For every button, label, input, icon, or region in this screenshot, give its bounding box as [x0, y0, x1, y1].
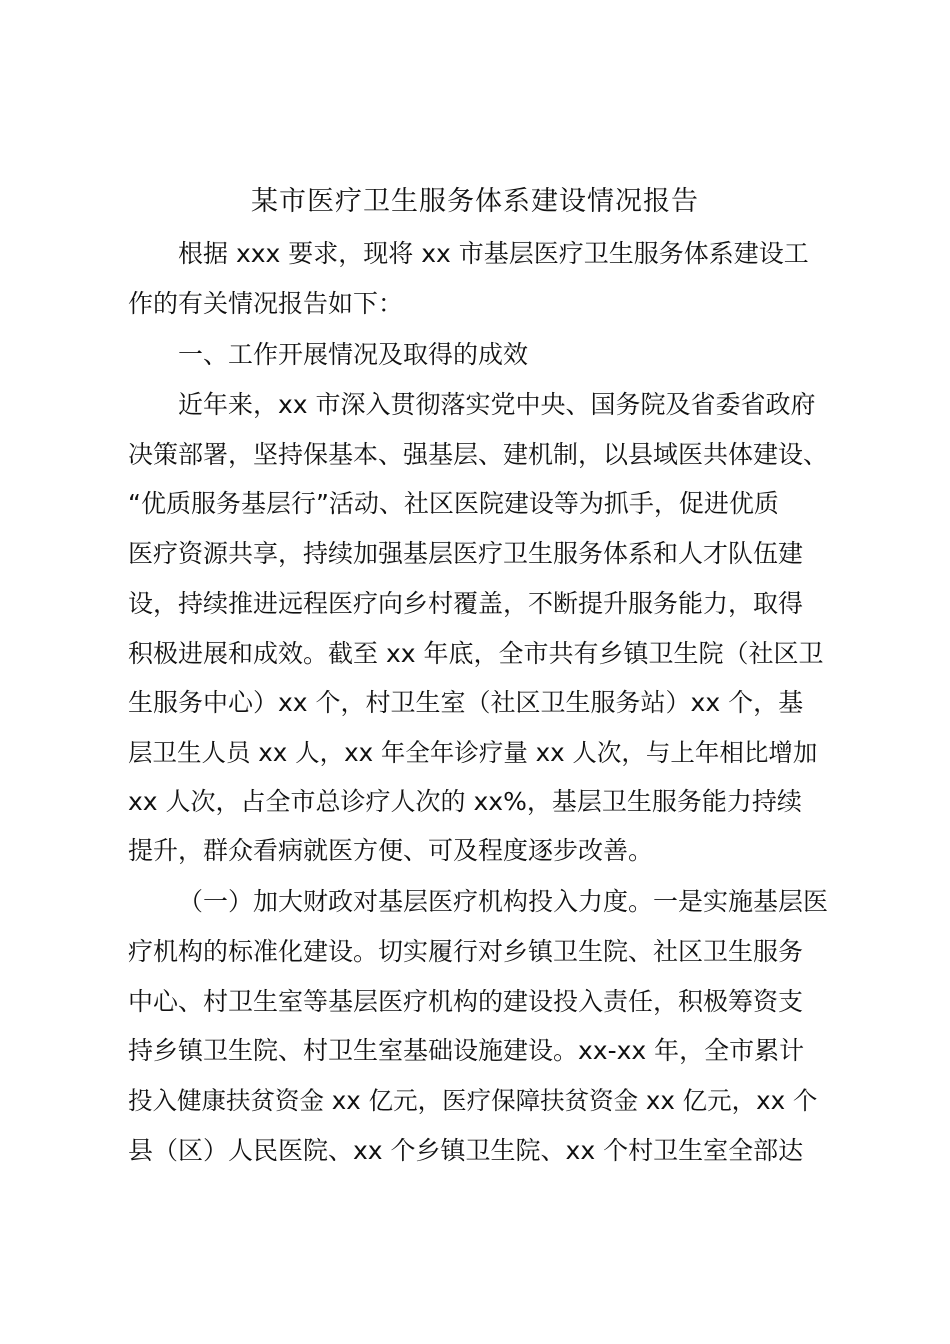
paragraph-line: 持乡镇卫生院、村卫生室基础设施建设。xx-xx 年，全市累计 [128, 1036, 805, 1065]
paragraph-line: 作的有关情况报告如下： [128, 289, 404, 318]
paragraph-line: 投入健康扶贫资金 xx 亿元，医疗保障扶贫资金 xx 亿元，xx 个 [128, 1086, 818, 1115]
paragraph-line: 提升，群众看病就医方便、可及程度逐步改善。 [128, 836, 654, 865]
document-title: 某市医疗卫生服务体系建设情况报告 [251, 186, 699, 217]
paragraph-line: 设，持续推进远程医疗向乡村覆盖，不断提升服务能力，取得 [128, 589, 804, 618]
paragraph-line: 中心、村卫生室等基层医疗机构的建设投入责任，积极筹资支 [128, 987, 804, 1016]
section-heading: 一、工作开展情况及取得的成效 [178, 340, 529, 369]
paragraph-line: 生服务中心）xx 个，村卫生室（社区卫生服务站）xx 个，基 [128, 688, 804, 717]
paragraph-line: 县（区）人民医院、xx 个乡镇卫生院、xx 个村卫生室全部达 [128, 1136, 804, 1165]
paragraph-line: 医疗资源共享，持续加强基层医疗卫生服务体系和人才队伍建 [128, 539, 804, 568]
paragraph-line: xx 人次，占全市总诊疗人次的 xx%，基层卫生服务能力持续 [128, 787, 802, 816]
paragraph-line: 根据 xxx 要求，现将 xx 市基层医疗卫生服务体系建设工 [178, 239, 809, 268]
paragraph-line: 决策部署，坚持保基本、强基层、建机制，以县域医共体建设、 [128, 440, 828, 469]
paragraph-line: 疗机构的标准化建设。切实履行对乡镇卫生院、社区卫生服务 [128, 937, 804, 966]
paragraph-line: 积极进展和成效。截至 xx 年底，全市共有乡镇卫生院（社区卫 [128, 639, 824, 668]
paragraph-line: （一）加大财政对基层医疗机构投入力度。一是实施基层医 [178, 887, 828, 916]
paragraph-line: “优质服务基层行”活动、社区医院建设等为抓手，促进优质 [128, 489, 779, 518]
paragraph-line: 近年来，xx 市深入贯彻落实党中央、国务院及省委省政府 [178, 390, 816, 419]
paragraph-line: 层卫生人员 xx 人，xx 年全年诊疗量 xx 人次，与上年相比增加 [128, 738, 818, 767]
